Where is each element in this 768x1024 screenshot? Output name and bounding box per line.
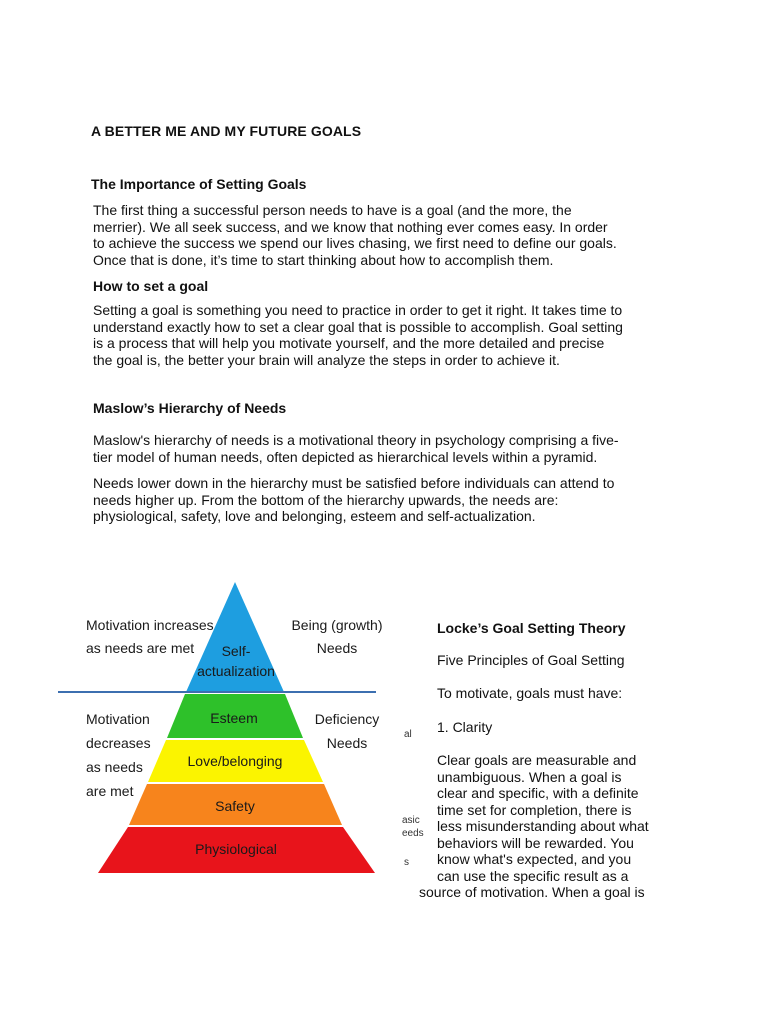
paragraph-importance	[93, 202, 683, 268]
level-label-safety: Safety	[215, 798, 255, 814]
right-top-label-line2: Needs	[316, 640, 358, 656]
paragraph-line: The first thing a successful person needs to have is a goal (and the more, the	[93, 202, 572, 218]
section-heading-how-to: How to set a goal	[93, 278, 209, 294]
level-label-self-line2: actualization	[197, 663, 275, 679]
locke-body-line: know what's expected, and you	[437, 851, 632, 867]
locke-body-line: behaviors will be rewarded. You	[437, 834, 634, 851]
paragraph-line: physiological, safety, love and belonging, esteem and self-actualization.	[93, 508, 536, 524]
paragraph-maslow-1	[93, 432, 683, 465]
locke-title: Locke’s Goal Setting Theory	[437, 620, 626, 636]
paragraph-line: merrier). We all seek success, and we know that nothing ever comes easy. In order	[93, 218, 608, 235]
paragraph-line: is a process that will help you motivate yourself, and the more detailed and precise	[93, 335, 605, 351]
paragraph-line: Needs lower down in the hierarchy must be satisfied before individuals can attend to	[93, 475, 615, 491]
level-label-love-belonging: Love/belonging	[187, 753, 283, 769]
locke-subtitle: Five Principles of Goal Setting	[437, 651, 625, 668]
locke-body-line: less misunderstanding about what	[437, 818, 649, 834]
left-top-label-line1: Motivation increases	[86, 617, 214, 633]
locke-body-line: clear and specific, with a definite	[437, 785, 639, 801]
edge-fragment: asic	[402, 815, 420, 826]
paragraph-line: the goal is, the better your brain will analyze the steps in order to achieve it.	[93, 351, 560, 368]
paragraph-line: Once that is done, it’s time to start thinking about how to accomplish them.	[93, 251, 554, 268]
right-bottom-label-line2: Needs	[326, 735, 368, 751]
paragraph-line: needs higher up. From the bottom of the hierarchy upwards, the needs are:	[93, 491, 559, 508]
locke-body-last-line: source of motivation. When a goal is	[419, 884, 645, 900]
section-heading-importance: The Importance of Setting Goals	[91, 176, 307, 192]
locke-point-clarity: 1. Clarity	[437, 718, 493, 735]
locke-body	[419, 752, 677, 901]
maslow-pyramid-figure	[58, 568, 408, 888]
paragraph-maslow-2	[93, 475, 683, 525]
document-title: A BETTER ME AND MY FUTURE GOALS	[91, 123, 362, 139]
paragraph-how-to	[93, 302, 683, 368]
left-bottom-label-line1: Motivation	[86, 711, 150, 727]
edge-fragment: eeds	[402, 828, 424, 839]
paragraph-line: tier model of human needs, often depicted as hierarchical levels within a pyramid.	[93, 448, 598, 465]
left-bottom-label-line3: as needs	[86, 759, 143, 775]
locke-body-line: can use the specific result as a	[437, 867, 629, 884]
edge-fragment: al	[404, 729, 412, 740]
locke-body-line: Clear goals are measurable and	[437, 752, 637, 768]
locke-body-line: time set for completion, there is	[437, 801, 632, 818]
paragraph-line: understand exactly how to set a clear goal that is possible to accomplish. Goal setting	[93, 318, 623, 335]
right-top-label-line1: Being (growth)	[291, 617, 383, 633]
paragraph-line: Setting a goal is something you need to practice in order to get it right. It takes time to	[93, 302, 623, 318]
right-bottom-label-line1: Deficiency	[314, 711, 380, 727]
locke-section	[419, 620, 677, 901]
edge-fragment: s	[404, 857, 409, 868]
level-label-self-line1: Self-	[221, 643, 251, 659]
left-bottom-label-line4: are met	[86, 783, 134, 799]
left-bottom-label-line2: decreases	[86, 735, 151, 751]
locke-intro: To motivate, goals must have:	[437, 685, 623, 701]
left-top-label-line2: as needs are met	[86, 640, 195, 656]
level-label-physiological: Physiological	[195, 841, 277, 857]
level-label-esteem: Esteem	[210, 710, 258, 726]
section-heading-maslow: Maslow’s Hierarchy of Needs	[93, 400, 287, 416]
paragraph-line: Maslow's hierarchy of needs is a motivational theory in psychology comprising a five-	[93, 432, 619, 448]
paragraph-line: to achieve the success we spend our lives chasing, we first need to define our goals.	[93, 235, 617, 251]
locke-body-line: unambiguous. When a goal is	[437, 768, 622, 785]
